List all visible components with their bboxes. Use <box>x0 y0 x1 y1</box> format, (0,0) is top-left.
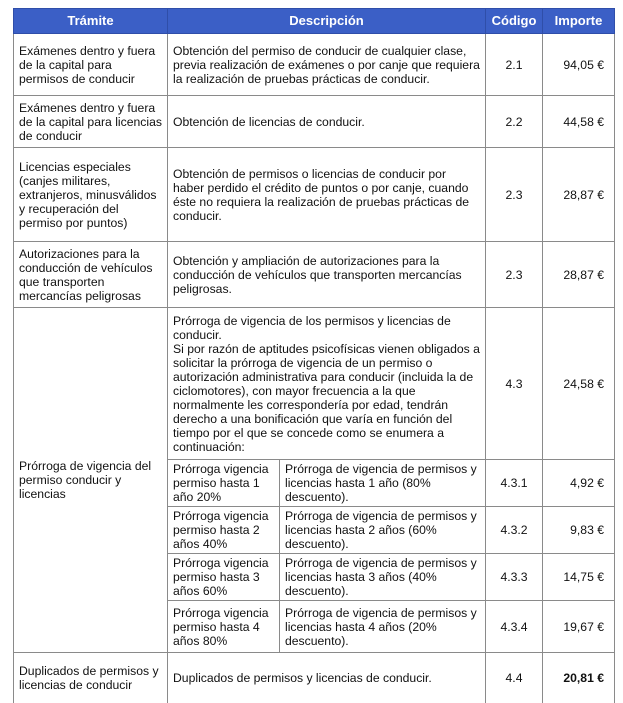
importe-cell: 28,87 € <box>543 242 615 308</box>
codigo-cell: 2.1 <box>486 34 543 96</box>
codigo-cell: 2.3 <box>486 242 543 308</box>
subdescripcion-cell: Prórroga de vigencia de permisos y licencias hasta 2 años (60% descuento). <box>280 507 486 554</box>
table-header-row <box>14 9 615 34</box>
tramite-cell: Exámenes dentro y fuera de la capital para permisos de conducir <box>14 34 168 96</box>
table-row <box>14 148 615 242</box>
codigo-cell: 4.3.3 <box>486 554 543 601</box>
table-row-prorroga <box>14 308 615 460</box>
codigo-cell: 2.3 <box>486 148 543 242</box>
importe-cell: 4,92 € <box>543 460 615 507</box>
header-descripcion: Descripción <box>168 9 486 34</box>
fees-table <box>13 8 615 703</box>
importe-cell: 94,05 € <box>543 34 615 96</box>
importe-cell: 9,83 € <box>543 507 615 554</box>
codigo-cell: 2.2 <box>486 96 543 148</box>
subdescripcion-cell: Prórroga de vigencia de permisos y licencias hasta 1 año (80% descuento). <box>280 460 486 507</box>
prorroga-tramite-cell: Prórroga de vigencia del permiso conducir y licencias <box>14 308 168 653</box>
subtramite-cell: Prórroga vigencia permiso hasta 1 año 20% <box>168 460 280 507</box>
importe-cell: 19,67 € <box>543 601 615 653</box>
header-codigo: Código <box>486 9 543 34</box>
subdescripcion-cell: Prórroga de vigencia de permisos y licencias hasta 4 años (20% descuento). <box>280 601 486 653</box>
table-row <box>14 242 615 308</box>
prorroga-descripcion-cell: Prórroga de vigencia de los permisos y licencias de conducir. Si por razón de aptitudes psicofísicas vienen obligados a solicitar la prórroga de vigencia de un permiso o autorización administrativa para conducir (incluida la de ciclomotores), con mayor frecuencia a la que normalmente les correspondería por edad, tendrán derecho a una bonificación que varía en función del tiempo por el que se concede como se enumera a continuación: <box>168 308 486 460</box>
table-row <box>14 653 615 703</box>
subtramite-cell: Prórroga vigencia permiso hasta 3 años 60% <box>168 554 280 601</box>
descripcion-cell: Obtención de permisos o licencias de conducir por haber perdido el crédito de puntos o por canje, cuando éste no requiera la realización de pruebas prácticas de conducir. <box>168 148 486 242</box>
header-tramite: Trámite <box>14 9 168 34</box>
tramite-cell: Duplicados de permisos y licencias de conducir <box>14 653 168 703</box>
tramite-cell: Exámenes dentro y fuera de la capital para licencias de conducir <box>14 96 168 148</box>
importe-cell: 14,75 € <box>543 554 615 601</box>
importe-cell: 24,58 € <box>543 308 615 460</box>
codigo-cell: 4.3.4 <box>486 601 543 653</box>
header-importe: Importe <box>543 9 615 34</box>
tramite-cell: Autorizaciones para la conducción de vehículos que transporten mercancías peligrosas <box>14 242 168 308</box>
descripcion-cell: Obtención de licencias de conducir. <box>168 96 486 148</box>
codigo-cell: 4.4 <box>486 653 543 703</box>
codigo-cell: 4.3.2 <box>486 507 543 554</box>
codigo-cell: 4.3.1 <box>486 460 543 507</box>
importe-cell: 20,81 € <box>543 653 615 703</box>
importe-cell: 44,58 € <box>543 96 615 148</box>
table-row <box>14 96 615 148</box>
subtramite-cell: Prórroga vigencia permiso hasta 2 años 40% <box>168 507 280 554</box>
subdescripcion-cell: Prórroga de vigencia de permisos y licencias hasta 3 años (40% descuento). <box>280 554 486 601</box>
importe-cell: 28,87 € <box>543 148 615 242</box>
table-row <box>14 34 615 96</box>
descripcion-cell: Obtención del permiso de conducir de cualquier clase, previa realización de exámenes o por canje que requiera la realización de pruebas prácticas de conducir. <box>168 34 486 96</box>
codigo-cell: 4.3 <box>486 308 543 460</box>
descripcion-cell: Duplicados de permisos y licencias de conducir. <box>168 653 486 703</box>
tramite-cell: Licencias especiales (canjes militares, extranjeros, minusválidos y recuperación del permiso por puntos) <box>14 148 168 242</box>
descripcion-cell: Obtención y ampliación de autorizaciones para la conducción de vehículos que transporten mercancías peligrosas. <box>168 242 486 308</box>
subtramite-cell: Prórroga vigencia permiso hasta 4 años 80% <box>168 601 280 653</box>
